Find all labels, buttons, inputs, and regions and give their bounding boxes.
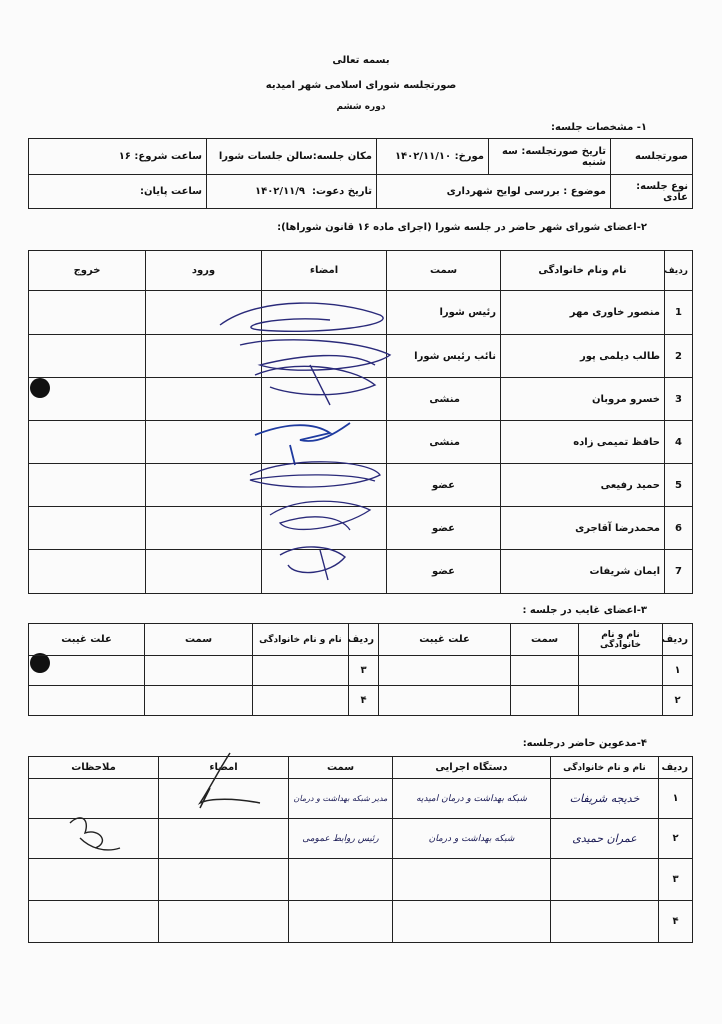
col-name: نام و نام خانوادگی (579, 624, 663, 656)
session-place: مکان جلسه:سالن جلسات شورا (207, 139, 377, 175)
session-info-table (28, 138, 693, 209)
row-num-2: ۳ (349, 656, 379, 686)
member-role: نائب رئیس شورا (387, 335, 501, 378)
start-time: ساعت شروع: ۱۶ (29, 139, 207, 175)
punch-hole-top (30, 378, 50, 398)
row-num: 5 (665, 464, 693, 507)
minutes-label: صورتجلسه (611, 139, 693, 175)
col-name: نام ونام خانوادگی (501, 251, 665, 291)
member-name: ایمان شریفات (501, 550, 665, 594)
member-name: خسرو مروبان (501, 378, 665, 421)
member-role: عضو (387, 507, 501, 550)
row-num: 7 (665, 550, 693, 594)
invitee-role: رئیس روابط عمومی (289, 819, 393, 859)
row-num: 1 (665, 291, 693, 335)
section2-heading: ۲-اعضای شورای شهر حاضر در جلسه شورا (اجرای ماده ۱۶ قانون شوراها): (277, 222, 647, 233)
invitee-name: خدیجه شریفات (551, 779, 659, 819)
row-num: 3 (665, 378, 693, 421)
term-label: دوره ششم (336, 102, 386, 112)
col-name-2: نام و نام خانوادگی (253, 624, 349, 656)
row-num: ۴ (659, 901, 693, 943)
row-num: ۲ (659, 819, 693, 859)
exit-cell (29, 335, 146, 378)
invite-label: تاریخ دعوت: (312, 186, 372, 197)
section1-heading: ۱- مشخصات جلسه: (551, 122, 647, 133)
section4-heading: ۴-مدعوین حاضر درجلسه: (522, 738, 647, 749)
row-num: ۳ (659, 859, 693, 901)
exit-cell (29, 464, 146, 507)
member-name: حافظ تمیمی زاده (501, 421, 665, 464)
session-subject: موضوع : بررسی لوایح شهرداری (377, 175, 611, 209)
col-row-num: ردیف (659, 757, 693, 779)
member-role: رئیس شورا (387, 291, 501, 335)
col-notes: ملاحظات (29, 757, 159, 779)
member-name: حمید رفیعی (501, 464, 665, 507)
row-num: ۱ (663, 656, 693, 686)
member-role: منشی (387, 378, 501, 421)
row-num-2: ۴ (349, 686, 379, 716)
member-role: عضو (387, 464, 501, 507)
col-signature: امضاء (159, 757, 289, 779)
row-num: 2 (665, 335, 693, 378)
section3-heading: ۳-اعضای غایب در جلسه : (522, 605, 647, 616)
exit-cell (29, 550, 146, 594)
col-role: سمت (289, 757, 393, 779)
col-role: سمت (511, 624, 579, 656)
row-num: 6 (665, 507, 693, 550)
col-signature: امضاء (262, 251, 387, 291)
col-absence-reason: علت غیبت (379, 624, 511, 656)
col-row-num-2: ردیف (349, 624, 379, 656)
minutes-date: تاریخ صورتجلسه: سه شنبه (489, 139, 611, 175)
invitee-organization: شبکه بهداشت و درمان امیدیه (393, 779, 551, 819)
member-role: عضو (387, 550, 501, 594)
exit-cell (29, 507, 146, 550)
invitee-signatures (60, 748, 280, 868)
invite-date-cell (207, 175, 377, 209)
member-signatures (200, 295, 430, 595)
col-exit: خروج (29, 251, 146, 291)
exit-cell (29, 421, 146, 464)
col-role: سمت (387, 251, 501, 291)
invitee-role: مدیر شبکه بهداشت و درمان (289, 779, 393, 819)
col-row-num: ردیف (665, 251, 693, 291)
invitee-name: عمران حمیدی (551, 819, 659, 859)
col-row-num: ردیف (663, 624, 693, 656)
member-name: منصور خاوری مهر (501, 291, 665, 335)
table-row (29, 686, 693, 716)
document-title: صورتجلسه شورای اسلامی شهر امیدیه (265, 80, 457, 91)
col-entry: ورود (146, 251, 262, 291)
member-name: طالب دیلمی پور (501, 335, 665, 378)
invite-date: ۱۴۰۲/۱۱/۹ (255, 186, 306, 197)
table-row (29, 901, 693, 943)
member-name: محمدرضا آقاجری (501, 507, 665, 550)
exit-cell (29, 291, 146, 335)
invitee-organization: شبکه بهداشت و درمان (393, 819, 551, 859)
end-time: ساعت پایان: (29, 175, 207, 209)
row-num: ۱ (659, 779, 693, 819)
table-row (29, 656, 693, 686)
col-absence-reason-2: علت غیبت (29, 624, 145, 656)
row-num: 4 (665, 421, 693, 464)
col-name: نام و نام خانوادگی (551, 757, 659, 779)
member-role: منشی (387, 421, 501, 464)
col-organization: دستگاه اجرایی (393, 757, 551, 779)
session-type: نوع جلسه: عادی (611, 175, 693, 209)
row-num: ۲ (663, 686, 693, 716)
col-role-2: سمت (145, 624, 253, 656)
absent-members-table (28, 623, 693, 716)
basmala: بسمه تعالی (332, 55, 390, 66)
minutes-dated: مورخ: ۱۴۰۲/۱۱/۱۰ (377, 139, 489, 175)
